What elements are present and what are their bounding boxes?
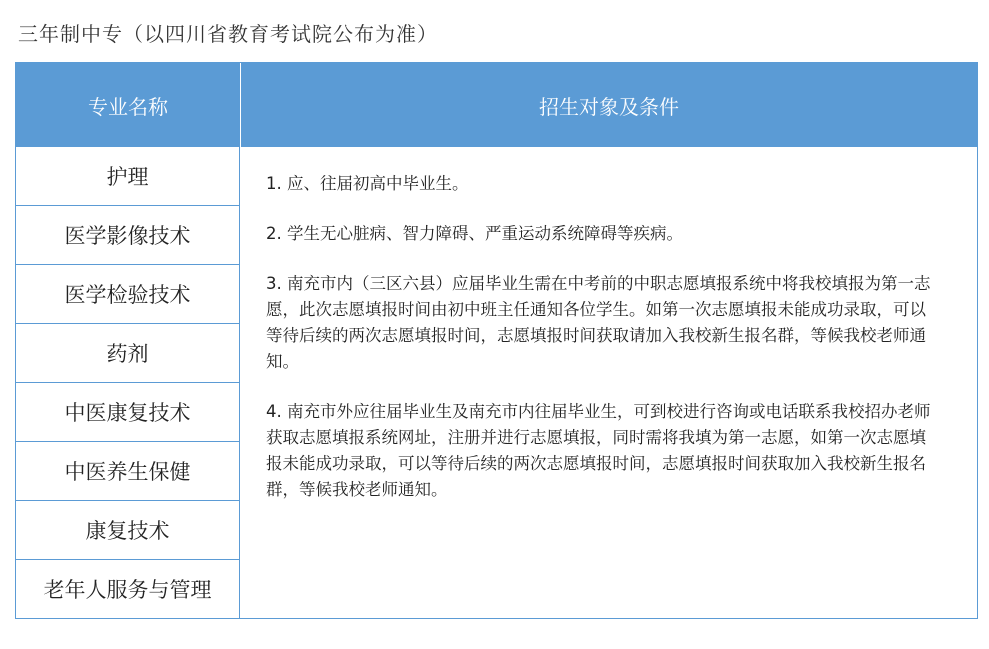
major-cell: 护理 — [16, 147, 239, 206]
conditions-cell — [240, 147, 977, 618]
major-cell: 医学影像技术 — [16, 206, 239, 265]
condition-item: 4. 南充市外应往届毕业生及南充市内往届毕业生，可到校进行咨询或电话联系我校招办老师获取志愿填报系统网址，注册并进行志愿填报，同时需将我填为第一志愿，如第一次志愿填报未能成功录取，可以等待后续的两次志愿填报时间，志愿填报时间获取加入我校新生报名群，等候我校老师通知。 — [266, 402, 931, 499]
page-title: 三年制中专（以四川省教育考试院公布为准） — [18, 22, 438, 46]
major-cell: 药剂 — [16, 324, 239, 383]
table-header — [16, 63, 977, 147]
table-body — [16, 147, 977, 618]
major-cell: 医学检验技术 — [16, 265, 239, 324]
condition-item: 1. 应、往届初高中毕业生。 — [266, 174, 469, 193]
admission-table — [15, 62, 978, 619]
condition-item: 3. 南充市内（三区六县）应届毕业生需在中考前的中职志愿填报系统中将我校填报为第一志愿，此次志愿填报时间由初中班主任通知各位学生。如第一次志愿填报未能成功录取，可以等待后续的两次志愿填报时间，志愿填报时间获取请加入我校新生报名群，等候我校老师通知。 — [266, 274, 931, 371]
major-cell: 中医康复技术 — [16, 383, 239, 442]
major-cell: 中医养生保健 — [16, 442, 239, 501]
header-major: 专业名称 — [16, 63, 241, 147]
major-column — [16, 147, 240, 618]
header-conditions: 招生对象及条件 — [539, 94, 679, 119]
major-cell: 老年人服务与管理 — [43, 578, 212, 602]
major-cell: 康复技术 — [16, 501, 239, 560]
condition-item: 2. 学生无心脏病、智力障碍、严重运动系统障碍等疾病。 — [266, 224, 683, 243]
